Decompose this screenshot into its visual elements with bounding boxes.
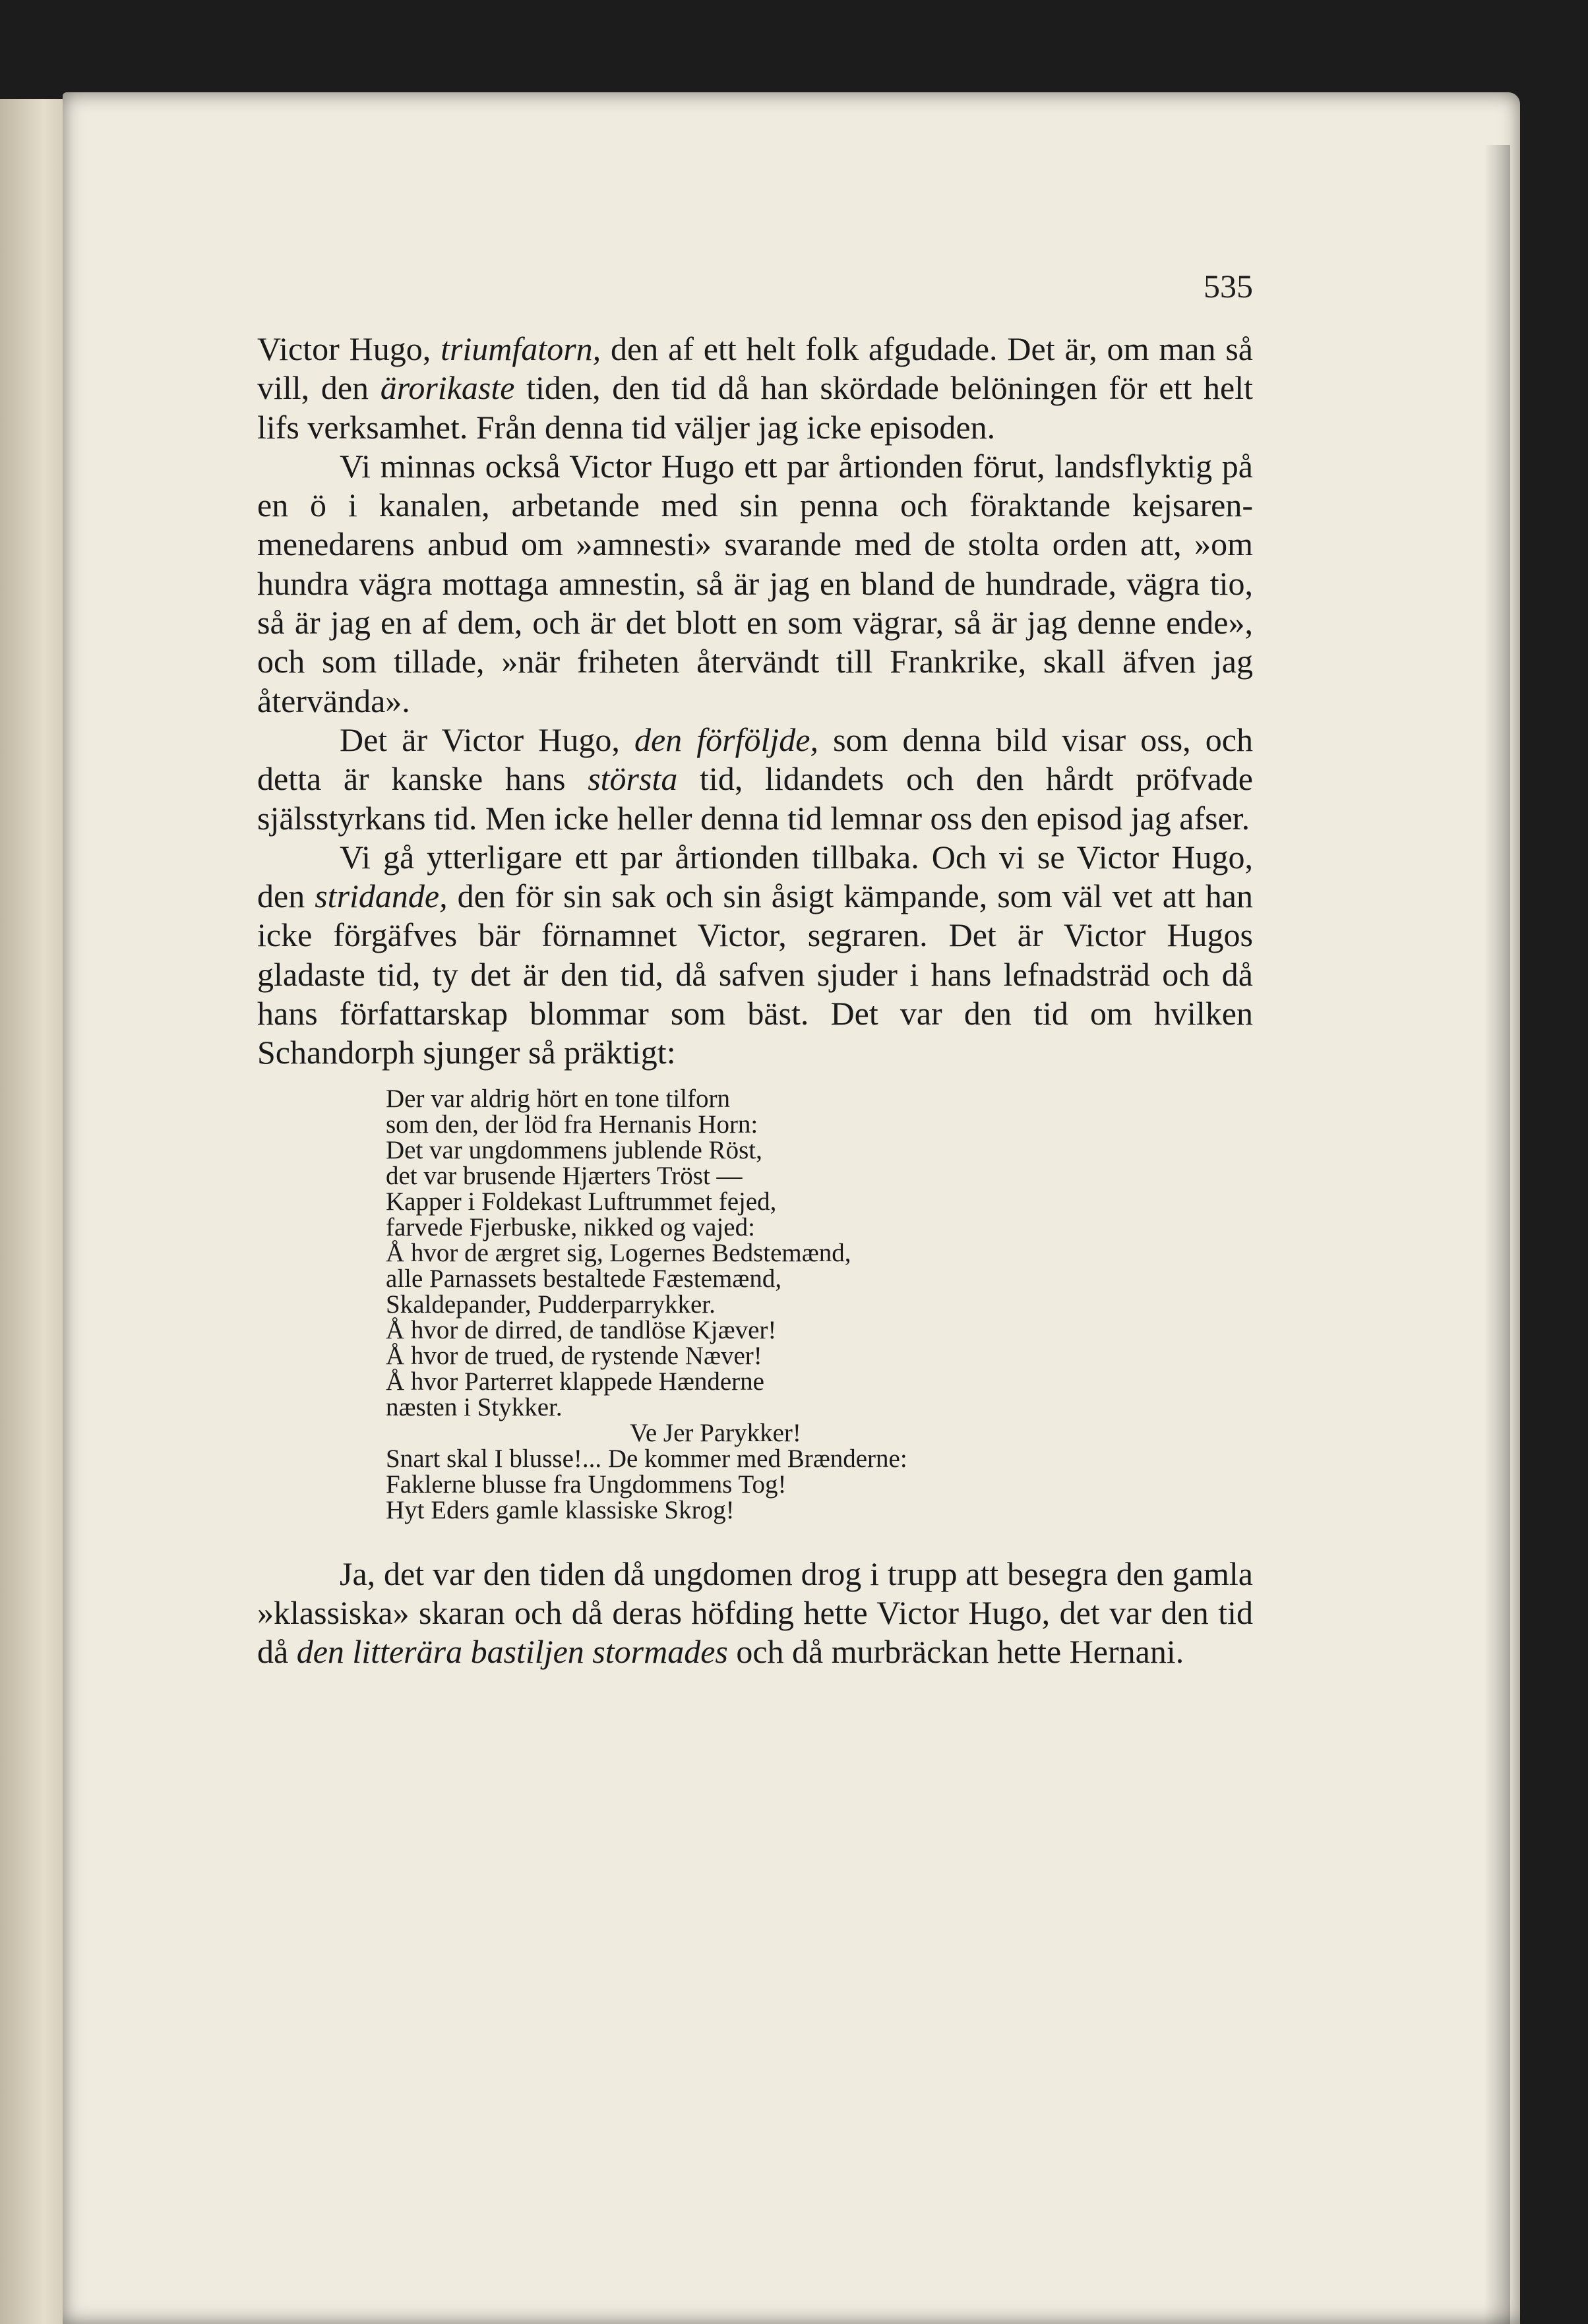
paragraph xyxy=(257,721,1253,838)
poem-line: farvede Fjerbuske, nikked og vajed: xyxy=(386,1212,755,1241)
italic-phrase: den förföljde, xyxy=(634,721,818,758)
text-run: tid, lidandets och den hårdt pröfvade själsstyrkans tid. Men icke heller denna tid lemnar oss den episod jag afser. xyxy=(257,760,1253,837)
text-run: den af ett helt folk afgudade. Det är, om man så vill, den xyxy=(257,330,1253,407)
poem-quote xyxy=(386,1086,1253,1523)
text-run: Det är Victor Hugo, xyxy=(340,721,634,758)
poem-line: Å hvor de trued, de rystende Næver! xyxy=(386,1341,762,1370)
page-shadow xyxy=(1484,145,1510,2324)
poem-line: Snart skal I blusse!... De kommer med Brænderne: xyxy=(386,1444,907,1473)
paragraph xyxy=(257,1555,1253,1672)
text-run: som denna bild visar oss, och detta är kanske hans xyxy=(257,721,1253,798)
italic-phrase: ärorikaste xyxy=(380,369,515,407)
text-run: Vi gå ytterligare ett par årtionden tillbaka. Och vi se Victor Hugo, den xyxy=(257,838,1253,915)
poem-line: Å hvor de dirred, de tandlöse Kjæver! xyxy=(386,1315,777,1344)
paragraph xyxy=(257,838,1253,1073)
poem-line: Faklerne blusse fra Ungdommens Tog! xyxy=(386,1470,787,1499)
page-body xyxy=(257,330,1253,1672)
poem-line: Å hvor Parterret klappede Hænderne xyxy=(386,1367,764,1396)
poem-line: som den, der löd fra Hernanis Horn: xyxy=(386,1110,758,1139)
poem-line: Kapper i Foldekast Luftrummet fejed, xyxy=(386,1187,777,1216)
left-page-edge xyxy=(0,99,73,2324)
italic-phrase: stridande, xyxy=(315,878,448,915)
italic-phrase: största xyxy=(588,760,678,798)
poem-line: Hyt Eders gamle klassiske Skrog! xyxy=(386,1495,735,1524)
poem-line: Å hvor de ærgret sig, Logernes Bedstemænd, xyxy=(386,1238,851,1267)
text-run: Victor Hugo, xyxy=(257,330,441,367)
poem-line: Der var aldrig hört en tone tilforn xyxy=(386,1084,730,1113)
poem-line: Skaldepander, Pudderparrykker. xyxy=(386,1290,716,1319)
text-run: tiden, den tid då han skördade belöningen för ett helt lifs verksamhet. Från denna tid väljer jag icke episoden. xyxy=(257,369,1253,446)
poem-line: det var brusende Hjærters Tröst — xyxy=(386,1161,743,1190)
paragraph xyxy=(257,447,1253,721)
poem-line: Ve Jer Parykker! xyxy=(630,1418,801,1447)
poem-line: næsten i Stykker. xyxy=(386,1392,563,1421)
text-run: Vi minnas också Victor Hugo ett par årtionden förut, landsflyktig på en ö i kanalen, arbetande med sin penna och föraktande kejsaren-menedarens anbud om »amnesti» svarande med de stolta orden att, »om hundra vägra mottaga amnestin, så är jag en bland de hundrade, vägra tio, så är jag en af dem, och är det blott en som vägrar, så är jag denne ende», och som tillade, »när friheten återvändt till Frankrike, skall äfven jag återvända». xyxy=(257,447,1253,719)
poem-line: alle Parnassets bestaltede Fæstemænd, xyxy=(386,1264,782,1293)
text-run: och då murbräckan hette Hernani. xyxy=(727,1633,1184,1671)
text-run: Ja, det var den tiden då ungdomen drog i trupp att besegra den gamla »klassiska» skaran och då deras höfding hette Victor Hugo, det var den tid då xyxy=(257,1555,1253,1671)
text-run: den för sin sak och sin åsigt kämpande, som väl vet att han icke förgäfves bär förnamnet Victor, segraren. Det är Victor Hugos gladaste tid, ty det är den tid, då safven sjuder i hans lefnadsträd och då hans författarskap blommar som bäst. Det var den tid om hvilken Schandorph sjunger så präktigt: xyxy=(257,878,1253,1071)
poem-line: Det var ungdommens jublende Röst, xyxy=(386,1135,762,1164)
italic-phrase: den litterära bastiljen stormades xyxy=(296,1633,728,1671)
italic-phrase: triumfatorn, xyxy=(441,330,601,367)
paragraph xyxy=(257,330,1253,447)
page-number: 535 xyxy=(1204,268,1253,305)
